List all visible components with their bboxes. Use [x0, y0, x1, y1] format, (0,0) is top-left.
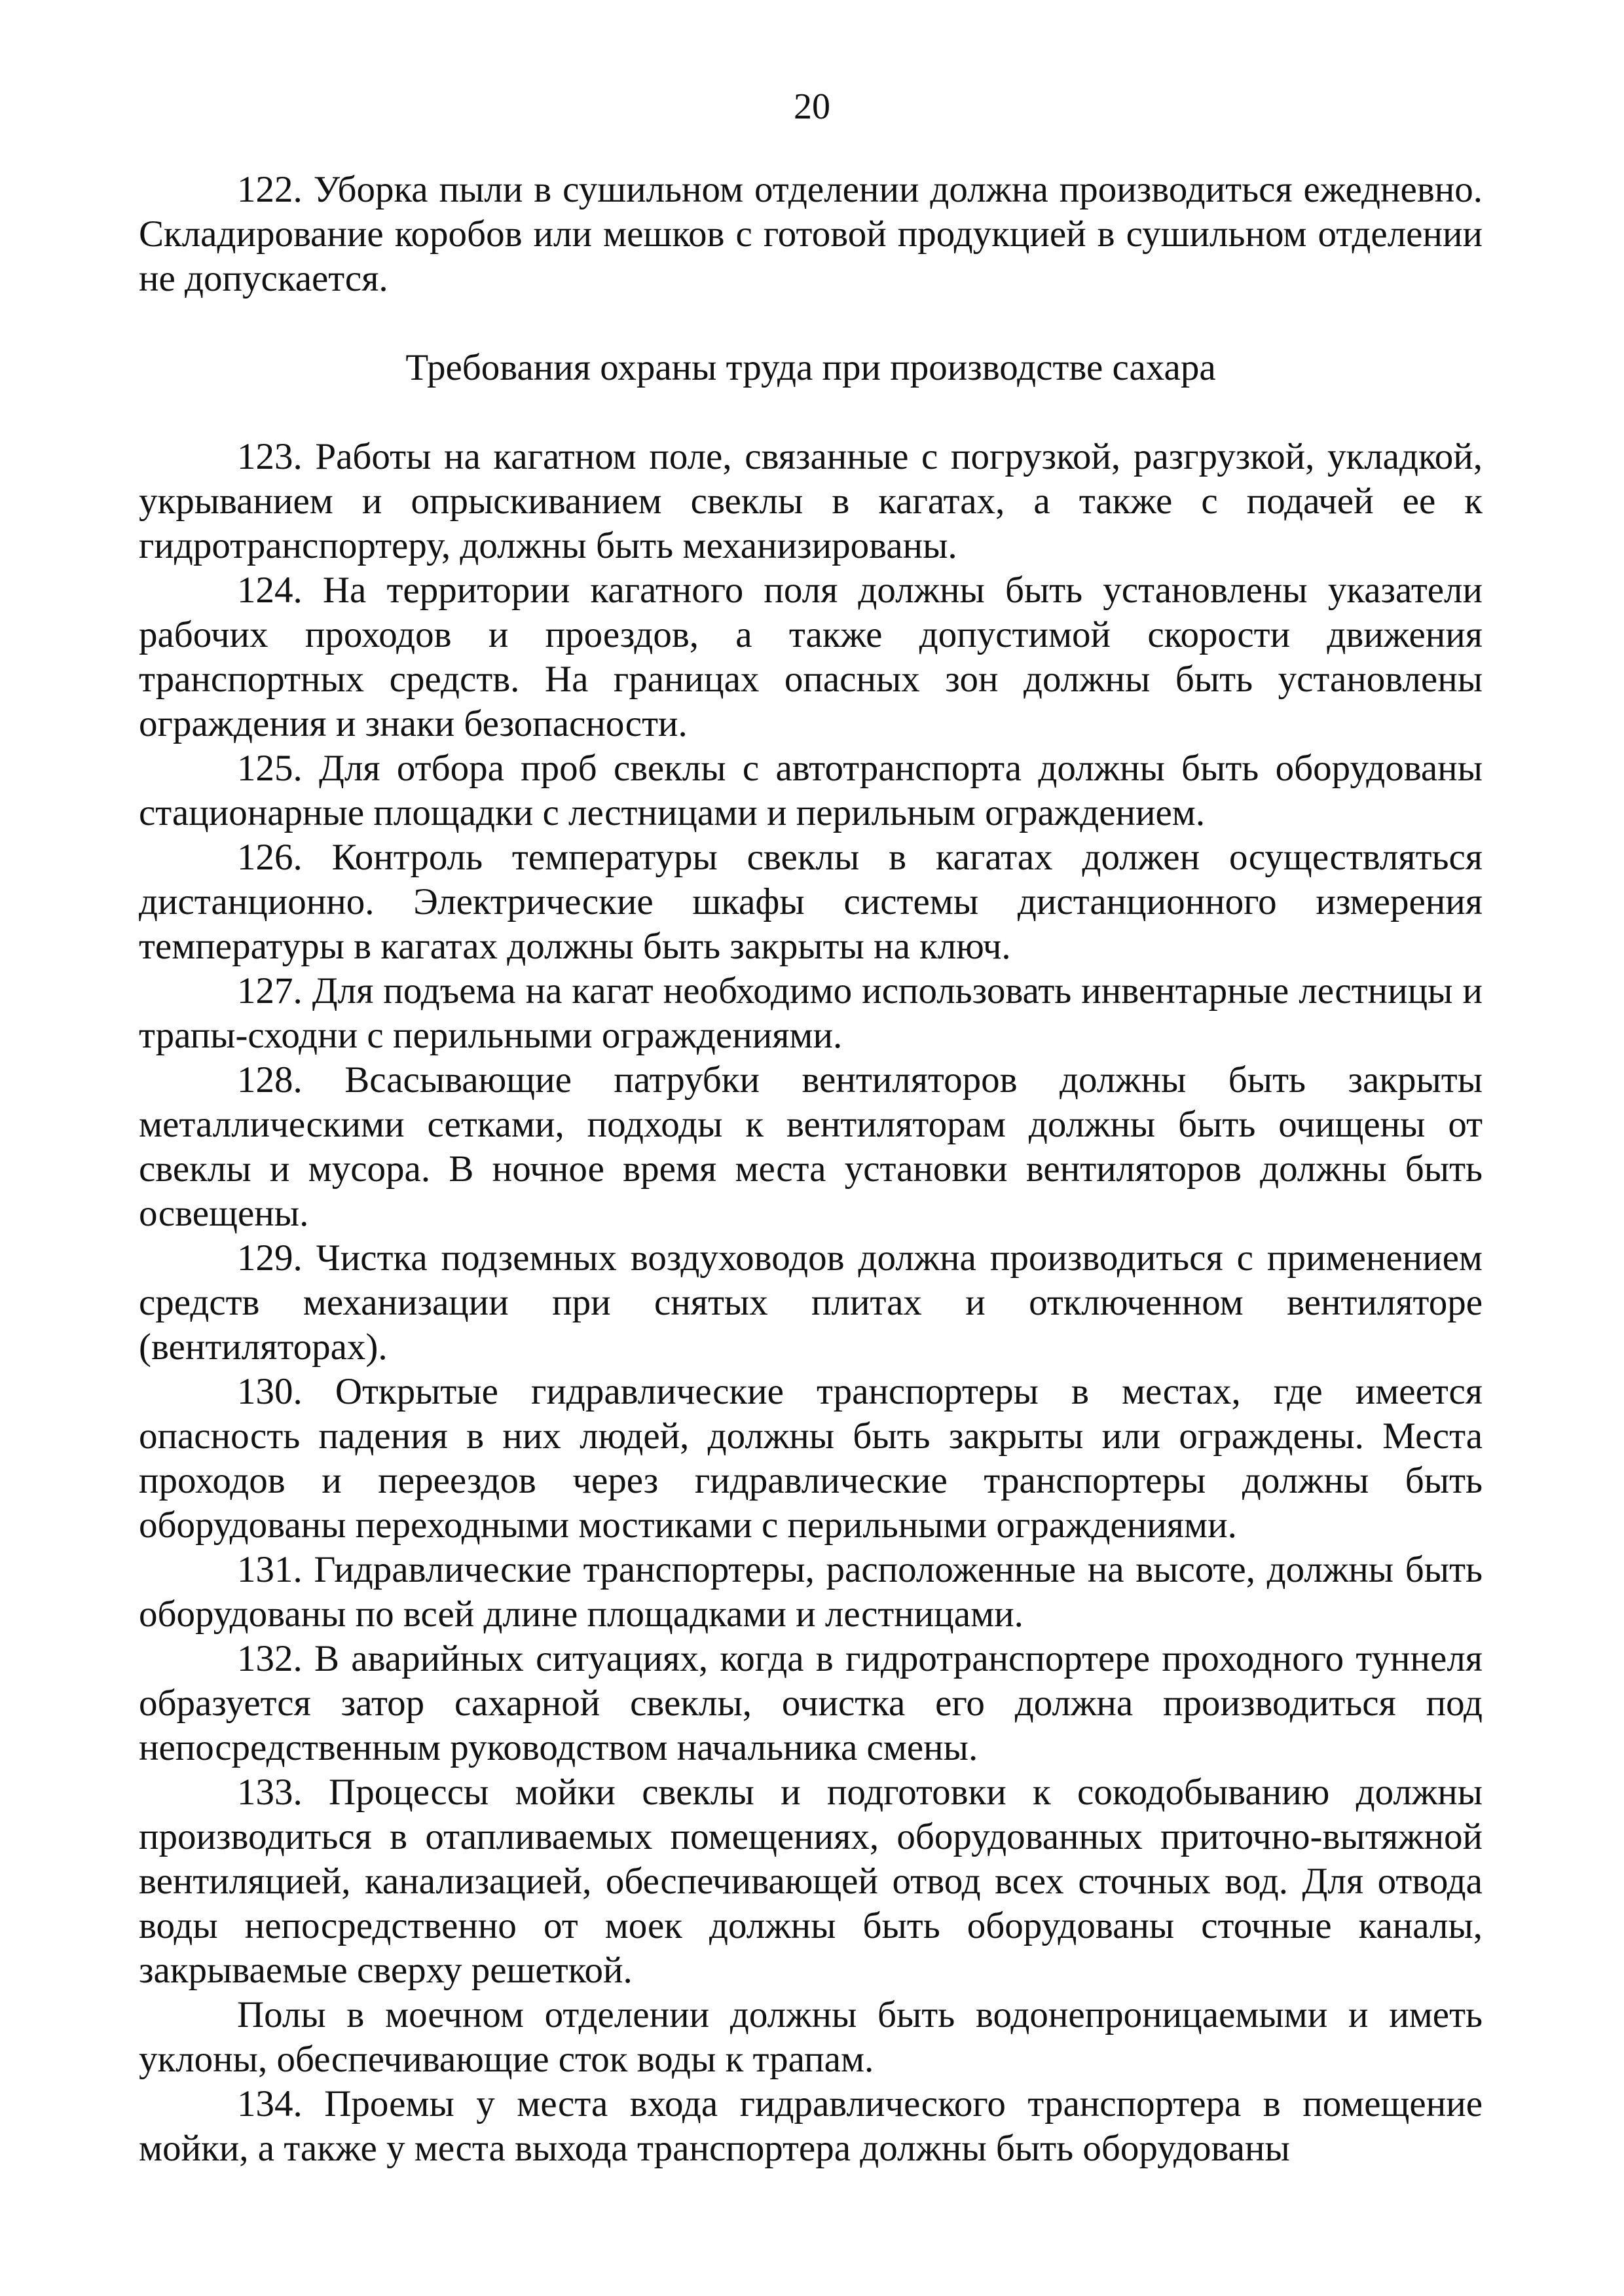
paragraph-125: 125. Для отбора проб свеклы с автотранспорта должны быть оборудованы стационарные площадки с лестницами и перильным ограждением. — [139, 748, 1483, 833]
paragraph-126: 126. Контроль температуры свеклы в кагатах должен осуществляться дистанционно. Электрические шкафы системы дистанционного измерения температуры в кагатах должны быть закрыты на ключ. — [139, 837, 1483, 967]
paragraph-128: 128. Всасывающие патрубки вентиляторов должны быть закрыты металлическими сетками, подходы к вентиляторам должны быть очищены от свеклы и мусора. В ночное время места установки вентиляторов должны быть освещены. — [139, 1059, 1483, 1234]
paragraph-122: 122. Уборка пыли в сушильном отделении должна производиться ежедневно. Складирование коробов или мешков с готовой продукцией в сушильном отделении не допускается. — [139, 169, 1483, 299]
paragraph-134: 134. Проемы у места входа гидравлического транспортера в помещение мойки, а также у места выхода транспортера должны быть оборудованы — [139, 2083, 1483, 2169]
paragraph-129: 129. Чистка подземных воздуховодов должна производиться с применением средств механизации при снятых плитах и отключенном вентиляторе (вентиляторах). — [139, 1237, 1483, 1368]
section-heading: Требования охраны труда при производстве сахара — [405, 347, 1216, 388]
document-body — [139, 168, 1483, 2171]
paragraph-123: 123. Работы на кагатном поле, связанные с погрузкой, разгрузкой, укладкой, укрыванием и опрыскиванием свеклы в кагатах, а также с подачей ее к гидротранспортеру, должны быть механизированы. — [139, 436, 1483, 566]
paragraph-130: 130. Открытые гидравлические транспортеры в местах, где имеется опасность падения в них людей, должны быть закрыты или ограждены. Места проходов и переездов через гидравлические транспортеры должны быть оборудованы переходными мостиками с перильными ограждениями. — [139, 1371, 1483, 1546]
paragraph-131: 131. Гидравлические транспортеры, расположенные на высоте, должны быть оборудованы по всей длине площадками и лестницами. — [139, 1549, 1483, 1635]
paragraph-132: 132. В аварийных ситуациях, когда в гидротранспортере проходного туннеля образуется затор сахарной свеклы, очистка его должна производиться под непосредственным руководством начальника смены. — [139, 1638, 1483, 1768]
paragraph-133: 133. Процессы мойки свеклы и подготовки к сокодобыванию должны производиться в отапливаемых помещениях, оборудованных приточно-вытяжной вентиляцией, канализацией, обеспечивающей отвод всех сточных вод. Для отвода воды непосредственно от моек должны быть оборудованы сточные каналы, закрываемые сверху решеткой. — [139, 1772, 1483, 1991]
paragraph-133-floors: Полы в моечном отделении должны быть водонепроницаемыми и иметь уклоны, обеспечивающие сток воды к трапам. — [139, 1994, 1483, 2080]
page-number: 20 — [794, 86, 830, 127]
paragraph-124: 124. На территории кагатного поля должны быть установлены указатели рабочих проходов и проездов, а также допустимой скорости движения транспортных средств. На границах опасных зон должны быть установлены ограждения и знаки безопасности. — [139, 570, 1483, 744]
paragraph-127: 127. Для подъема на кагат необходимо использовать инвентарные лестницы и трапы-сходни с перильными ограждениями. — [139, 970, 1483, 1056]
